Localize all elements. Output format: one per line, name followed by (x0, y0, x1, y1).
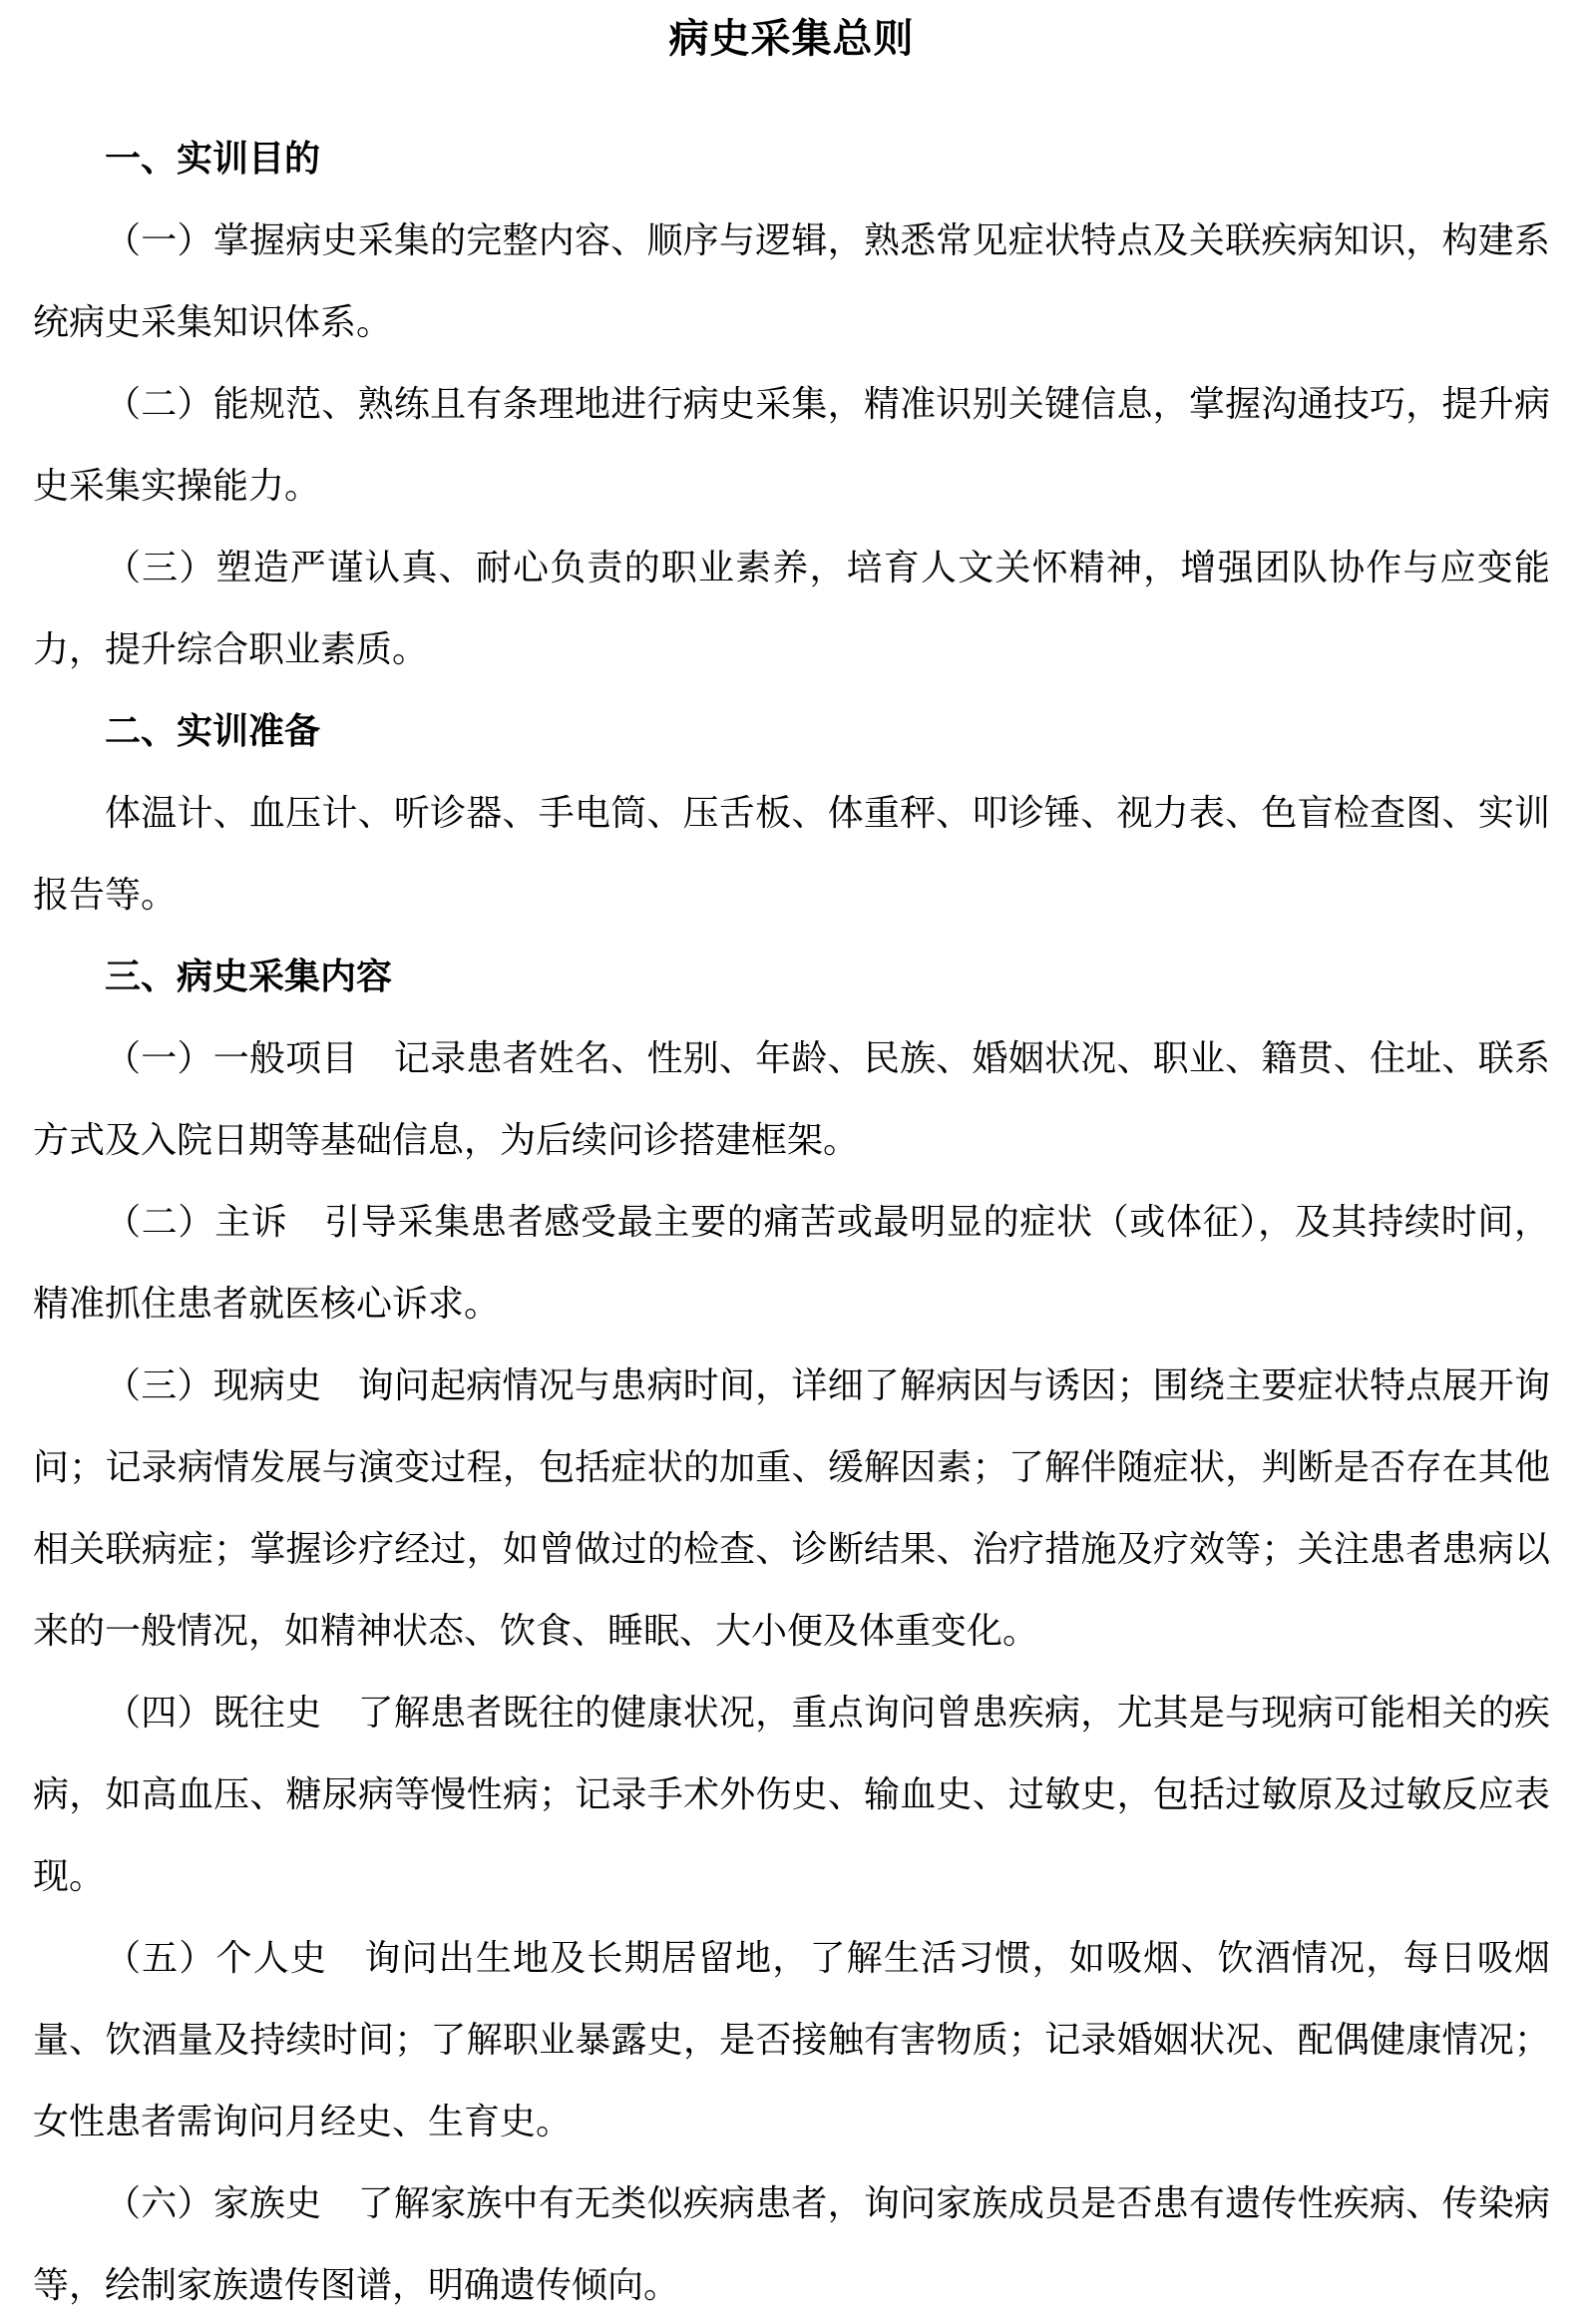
content-item-chief-complaint: （二）主诉 引导采集患者感受最主要的痛苦或最明显的症状（或体征），及其持续时间，精准抓住患者就医核心诉求。 (33, 1202, 1550, 1324)
preparation-equipment-list: 体温计、血压计、听诊器、手电筒、压舌板、体重秤、叩诊锤、视力表、色盲检查图、实训报告等。 (33, 793, 1550, 915)
objective-item-3: （三）塑造严谨认真、耐心负责的职业素养，培育人文关怀精神，增强团队协作与应变能力，提升综合职业素质。 (33, 548, 1550, 669)
content-item-general-info: （一）一般项目 记录患者姓名、性别、年龄、民族、婚姻状况、职业、籍贯、住址、联系方式及入院日期等基础信息，为后续问诊搭建框架。 (33, 1038, 1550, 1160)
content-item-past-history: （四）既往史 了解患者既往的健康状况，重点询问曾患疾病，尤其是与现病可能相关的疾病，如高血压、糖尿病等慢性病；记录手术外伤史、输血史、过敏史，包括过敏原及过敏反应表现。 (33, 1693, 1550, 1896)
section-training-objectives (33, 118, 1550, 690)
objective-item-2: （二）能规范、熟练且有条理地进行病史采集，精准识别关键信息，掌握沟通技巧，提升病史采集实操能力。 (33, 384, 1550, 506)
section-training-preparation (33, 690, 1550, 936)
section-1-heading: 一、实训目的 (105, 139, 321, 179)
section-history-taking-content (33, 936, 1550, 2324)
content-item-family-history: （六）家族史 了解家族中有无类似疾病患者，询问家族成员是否患有遗传性疾病、传染病等，绘制家族遗传图谱，明确遗传倾向。 (33, 2183, 1550, 2305)
section-3-heading: 三、病史采集内容 (105, 957, 393, 996)
content-item-present-illness: （三）现病史 询问起病情况与患病时间，详细了解病因与诱因；围绕主要症状特点展开询问；记录病情发展与演变过程，包括症状的加重、缓解因素；了解伴随症状，判断是否存在其他相关联病症；掌握诊疗经过，如曾做过的检查、诊断结果、治疗措施及疗效等；关注患者患病以来的一般情况，如精神状态、饮食、睡眠、大小便及体重变化。 (33, 1365, 1550, 1651)
objective-item-1: （一）掌握病史采集的完整内容、顺序与逻辑，熟悉常见症状特点及关联疾病知识，构建系统病史采集知识体系。 (33, 220, 1550, 342)
section-2-heading: 二、实训准备 (105, 711, 321, 751)
document-title: 病史采集总则 (668, 16, 915, 61)
content-item-personal-history: （五）个人史 询问出生地及长期居留地，了解生活习惯，如吸烟、饮酒情况，每日吸烟量、饮酒量及持续时间；了解职业暴露史，是否接触有害物质；记录婚姻状况、配偶健康情况；女性患者需询问月经史、生育史。 (33, 1938, 1550, 2141)
